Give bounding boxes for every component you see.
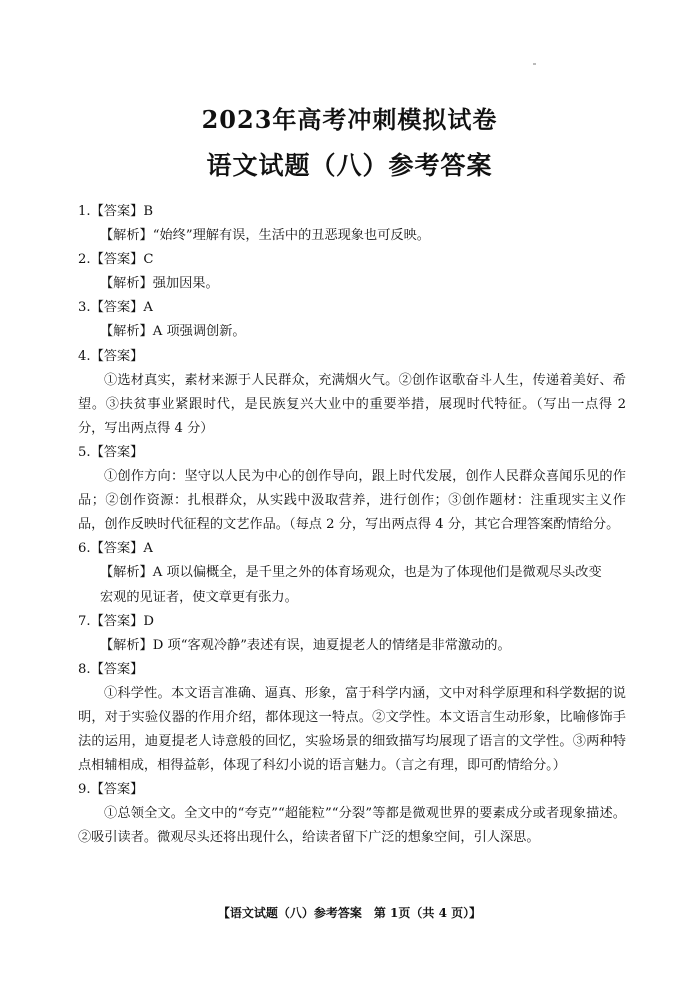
answer-7: 7.【答案】D [78,613,154,629]
answer-8: 8.【答案】 [78,661,144,677]
analysis-6-line-2: 宏观的见证者，使文章更有张力。 [100,589,298,605]
answer-list [78,200,626,851]
answer-5: 5.【答案】 [78,444,144,460]
answer-1: 1.【答案】B [78,204,154,219]
analysis-2: 【解析】强加因果。 [100,276,219,292]
analysis-7: 【解析】D 项“客观冷静”表述有误，迪夏提老人的情绪是非常激动的。 [100,637,511,653]
scan-speck [533,63,536,65]
page-footer: 【语文试题（八）参考答案 第 1页（共 4 页）】 [217,906,482,920]
analysis-1: 【解析】“始终”理解有误，生活中的丑恶现象也可反映。 [100,228,430,244]
answer-8-body: ①科学性。本文语言准确、逼真、形象，富于科学内涵，文中对科学原理和科学数据的说明，对于实验仪器的作用介绍，都体现这一特点。②文学性。本文语言生动形象，比喻修饰手法的运用，迪夏提老人诗意般的回忆，实验场景的细致描写均展现了语言的文学性。③两种特点相辅相成，相得益彰，体现了科幻小说的语言魅力。（言之有理，即可酌情给分。） [78,685,626,774]
answer-2: 2.【答案】C [78,252,154,268]
analysis-6-line-1: 【解析】A 项以偏概全，是千里之外的体育场观众，也是为了体现他们是微观尽头改变 [100,565,602,581]
document-title: 2023年高考冲刺模拟试卷 [201,105,498,134]
answer-9: 9.【答案】 [78,782,144,798]
answer-4-body: ①选材真实，素材来源于人民群众，充满烟火气。②创作讴歌奋斗人生，传递着美好、希望。③扶贫事业紧跟时代，是民族复兴大业中的重要举措，展现时代特征。（写出一点得 2 分，写出两点得 4 分） [78,372,626,436]
answer-5-body: ①创作方向：坚守以人民为中心的创作导向，跟上时代发展，创作人民群众喜闻乐见的作品；②创作资源：扎根群众，从实践中汲取营养，进行创作；③创作题材：注重现实主义作品，创作反映时代征程的文艺作品。（每点 2 分，写出两点得 4 分，其它合理答案酌情给分。 [78,469,626,533]
document-subtitle: 语文试题（八）参考答案 [206,151,493,180]
answer-4: 4.【答案】 [78,348,144,364]
answer-3: 3.【答案】A [78,300,153,316]
analysis-3: 【解析】A 项强调创新。 [100,324,246,340]
answer-6: 6.【答案】A [78,541,153,557]
answer-9-body: ①总领全文。全文中的“夸克”“超能粒”“分裂”等都是微观世界的要素成分或者现象描述。②吸引读者。微观尽头还将出现什么，给读者留下广泛的想象空间，引人深思。 [78,806,626,846]
